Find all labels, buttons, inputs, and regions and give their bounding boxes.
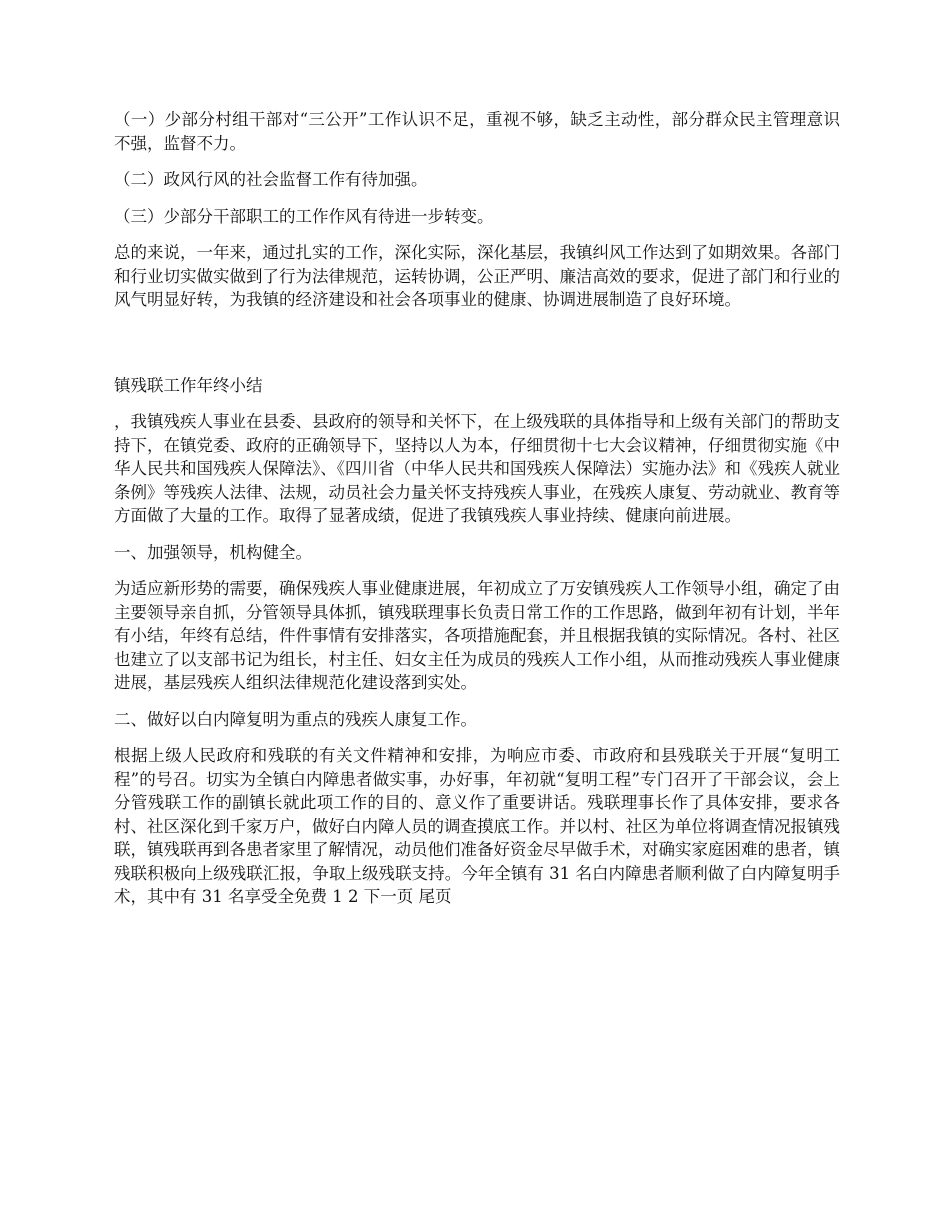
- paragraph-leadership: 为适应新形势的需要，确保残疾人事业健康进展，年初成立了万安镇残疾人工作领导小组，确定了由主要领导亲自抓，分管领导具体抓，镇残联理事长负责日常工作的工作思路，做到年初有计划，半年有小结，年终有总结，件件事情有安排落实，各项措施配套，并且根据我镇的实际情况。各村、社区也建立了以支部书记为组长，村主任、妇女主任为成员的残疾人工作小组，从而推动残疾人事业健康进展，基层残疾人组织法律规范化建设落到实处。: [114, 579, 840, 692]
- paragraph-rehabilitation: 根据上级人民政府和残联的有关文件精神和安排，为响应市委、市政府和县残联关于开展“复明工程”的号召。切实为全镇白内障患者做实事，办好事，年初就“复明工程”专门召开了干部会议，会上分管残联工作的副镇长就此项工作的目的、意义作了重要讲话。残联理事长作了具体安排，要求各村、社区深化到千家万户，做好白内障人员的调查摸底工作。并以村、社区为单位将调查情况报镇残联，镇残联再到各患者家里了解情况，动员他们准备好资金尽早做手术，对确实家庭困难的患者，镇残联积极向上级残联汇报，争取上级残联支持。今年全镇有 31 名白内障患者顺利做了白内障复明手术，其中有 31 名享受全免费 1 2 下一页 尾页: [114, 746, 840, 906]
- paragraph-summary: 总的来说，一年来，通过扎实的工作，深化实际，深化基层，我镇纠风工作达到了如期效果。各部门和行业切实做实做到了行为法律规范，运转协调，公正严明、廉洁高效的要求，促进了部门和行业的风气明显好转，为我镇的经济建设和社会各项事业的健康、协调进展制造了良好环境。: [114, 243, 840, 309]
- heading-rehabilitation: 二、做好以白内障复明为重点的残疾人康复工作。: [114, 709, 477, 729]
- section-title: 镇残联工作年终小结: [114, 375, 263, 395]
- heading-leadership: 一、加强领导，机构健全。: [114, 542, 312, 562]
- paragraph-issue-3: （三）少部分干部职工的工作作风有待进一步转变。: [114, 206, 494, 226]
- paragraph-intro: ，我镇残疾人事业在县委、县政府的领导和关怀下，在上级残联的具体指导和上级有关部门的帮助支持下，在镇党委、政府的正确领导下，坚持以人为本，仔细贯彻十七大会议精神，仔细贯彻实施《中华人民共和国残疾人保障法》、《四川省（中华人民共和国残疾人保障法）实施办法》和《残疾人就业条例》等残疾人法律、法规，动员社会力量关怀支持残疾人事业，在残疾人康复、劳动就业、教育等方面做了大量的工作。取得了显著成绩，促进了我镇残疾人事业持续、健康向前进展。: [114, 412, 840, 525]
- document-body: [114, 108, 840, 909]
- paragraph-issue-2: （二）政风行风的社会监督工作有待加强。: [114, 170, 428, 189]
- paragraph-issue-1: （一）少部分村组干部对“三公开”工作认识不足，重视不够，缺乏主动性，部分群众民主管理意识不强，监督不力。: [114, 110, 840, 153]
